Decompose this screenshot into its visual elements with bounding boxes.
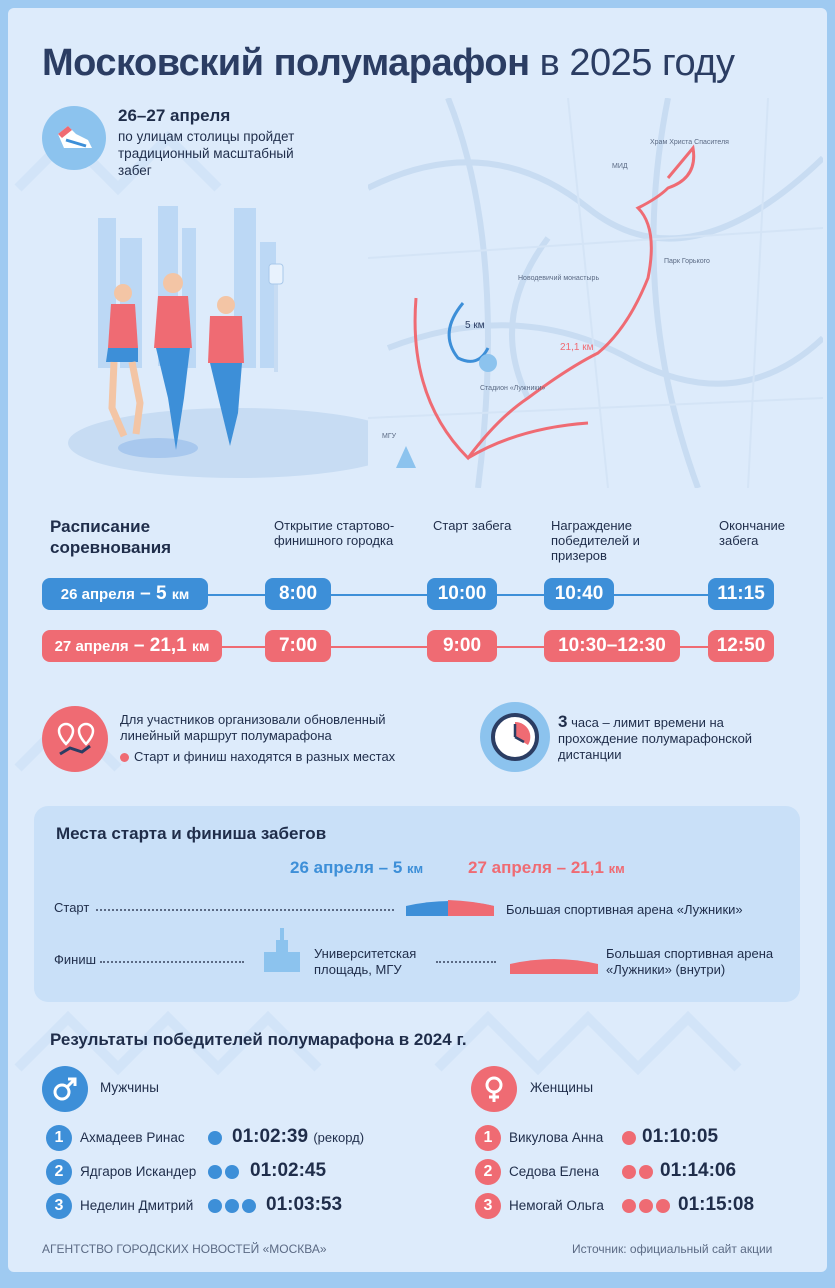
row1-date: 26 апреля (60, 585, 135, 603)
women-name-1: Викулова Анна (509, 1130, 604, 1145)
men-time-1-value: 01:02:39 (232, 1126, 309, 1147)
start-dots (96, 909, 394, 911)
places-red-unit: км (608, 861, 625, 876)
women-rank-1: 1 (475, 1125, 501, 1151)
places-red-date: 27 апреля (468, 858, 552, 877)
label-park: Парк Горького (664, 258, 710, 265)
page-title (42, 42, 734, 85)
label-novodevichy: Новодевичий монастырь (518, 275, 600, 282)
finish-red-place: Большая спортивная арена «Лужники» (внутри) (606, 946, 774, 977)
women-rank-2: 2 (475, 1159, 501, 1185)
title-light: в 2025 году (539, 42, 735, 84)
row1-time-start: 10:00 (427, 578, 497, 610)
intro-text: по улицам столицы пройдет традиционный масштабный забег (118, 129, 295, 178)
stadium-icon (479, 354, 497, 372)
schedule-title: Расписание соревнования (50, 517, 172, 557)
runner-1 (106, 284, 140, 436)
label-5km: 5 км (465, 320, 485, 331)
places-blue-unit: км (407, 861, 424, 876)
footer-source: Источник: официальный сайт акции (572, 1242, 773, 1256)
time-limit-text (558, 714, 798, 763)
footer-agency: АГЕНТСТВО ГОРОДСКИХ НОВОСТЕЙ «МОСКВА» (42, 1242, 327, 1256)
men-name-3: Неделин Дмитрий (80, 1198, 194, 1213)
row1-time-end: 11:15 (708, 578, 774, 610)
route-map (368, 98, 823, 488)
men-time-3: 01:03:53 (266, 1194, 343, 1215)
row2-date-pill: 27 апреля – 21,1 км (42, 630, 222, 662)
row2-time-awards: 10:30–12:30 (544, 630, 680, 662)
women-name-3: Немогай Ольга (509, 1198, 604, 1213)
time-limit-number: 3 (558, 712, 568, 731)
women-name-2: Седова Елена (509, 1164, 599, 1179)
label-cathedral: Храм Христа Спасителя (650, 139, 729, 146)
runners-illustration (38, 198, 368, 478)
row2-dist: 21,1 (149, 635, 187, 656)
clock-icon (480, 702, 550, 772)
row1-time-opening: 8:00 (265, 578, 331, 610)
arena-start-icon (404, 892, 496, 918)
infographic (8, 8, 827, 1272)
men-time-1-note: (рекорд) (313, 1130, 365, 1145)
women-time-2: 01:14:06 (660, 1160, 737, 1181)
places-blue-dist: 5 (392, 858, 403, 877)
places-head-red: 27 апреля – 21,1 км (468, 858, 625, 877)
label-21km: 21,1 км (560, 342, 594, 353)
row2-unit: км (192, 638, 210, 654)
row1-time-awards: 10:40 (544, 578, 614, 610)
women-dots-3 (622, 1199, 670, 1213)
finish-dots-blue (100, 961, 244, 963)
men-rank-1: 1 (46, 1125, 72, 1151)
men-time-1 (232, 1126, 364, 1148)
route-pins-icon (42, 706, 108, 772)
places-blue-date: 26 апреля (290, 858, 374, 877)
route-21km (415, 148, 694, 458)
col-head-awards: Награждение победителей и призеров (551, 518, 640, 563)
start-label: Старт (54, 900, 90, 915)
route-text: Для участников организовали обновленный линейный маршрут полумарафона (120, 712, 386, 743)
arena-finish-icon (508, 952, 600, 976)
finish-dots-red (436, 961, 496, 963)
places-title: Места старта и финиша забегов (56, 824, 327, 843)
men-dots-1 (208, 1131, 222, 1145)
intro-date: 26–27 апреля (118, 106, 231, 125)
note-dot (120, 753, 129, 762)
men-label: Мужчины (100, 1080, 159, 1095)
women-rank-3: 3 (475, 1193, 501, 1219)
male-icon (42, 1066, 88, 1112)
row2-date: 27 апреля (54, 637, 129, 655)
women-dots-2 (622, 1165, 653, 1179)
col-head-start: Старт забега (433, 518, 512, 533)
label-stadium: Стадион «Лужники» (480, 385, 546, 392)
row1-date-pill: 26 апреля – 5 км (42, 578, 208, 610)
row2-time-end: 12:50 (708, 630, 774, 662)
title-bold: Московский полумарафон (42, 42, 530, 84)
row2-time-start: 9:00 (427, 630, 497, 662)
start-place: Большая спортивная арена «Лужники» (506, 902, 743, 917)
men-rank-2: 2 (46, 1159, 72, 1185)
route-note: Старт и финиш находятся в разных местах (134, 749, 396, 764)
col-head-opening: Открытие стартово-финишного городка (274, 518, 395, 548)
women-time-3: 01:15:08 (678, 1194, 755, 1215)
women-dots-1 (622, 1131, 636, 1145)
men-name-2: Ядгаров Искандер (80, 1164, 197, 1179)
men-name-1: Ахмадеев Ринас (80, 1130, 185, 1145)
men-dots-3 (208, 1199, 256, 1213)
women-label: Женщины (530, 1080, 594, 1095)
mgu-building-icon (256, 926, 308, 974)
sneaker-icon (42, 106, 106, 170)
results-title: Результаты победителей полумарафона в 2024 г. (50, 1030, 467, 1049)
women-time-1: 01:10:05 (642, 1126, 719, 1147)
finish-label: Финиш (54, 952, 97, 967)
places-head-blue: 26 апреля – 5 км (290, 858, 424, 877)
men-dots-2 (208, 1165, 239, 1179)
mgu-building-icon (396, 446, 416, 468)
places-red-dist: 21,1 (570, 858, 604, 877)
time-limit-desc: часа – лимит времени на прохождение полумарафонской дистанции (558, 715, 753, 762)
col-head-end: Окончание забега (719, 518, 786, 548)
row1-unit: км (171, 586, 190, 602)
row2-time-opening: 7:00 (265, 630, 331, 662)
men-time-2: 01:02:45 (250, 1160, 327, 1181)
finish-blue-place: Университетская площадь, МГУ (314, 946, 417, 977)
label-mid: МИД (612, 163, 628, 170)
row1-dist: 5 (155, 583, 167, 604)
label-mgu: МГУ (382, 433, 397, 440)
female-icon (471, 1066, 517, 1112)
men-rank-3: 3 (46, 1193, 72, 1219)
